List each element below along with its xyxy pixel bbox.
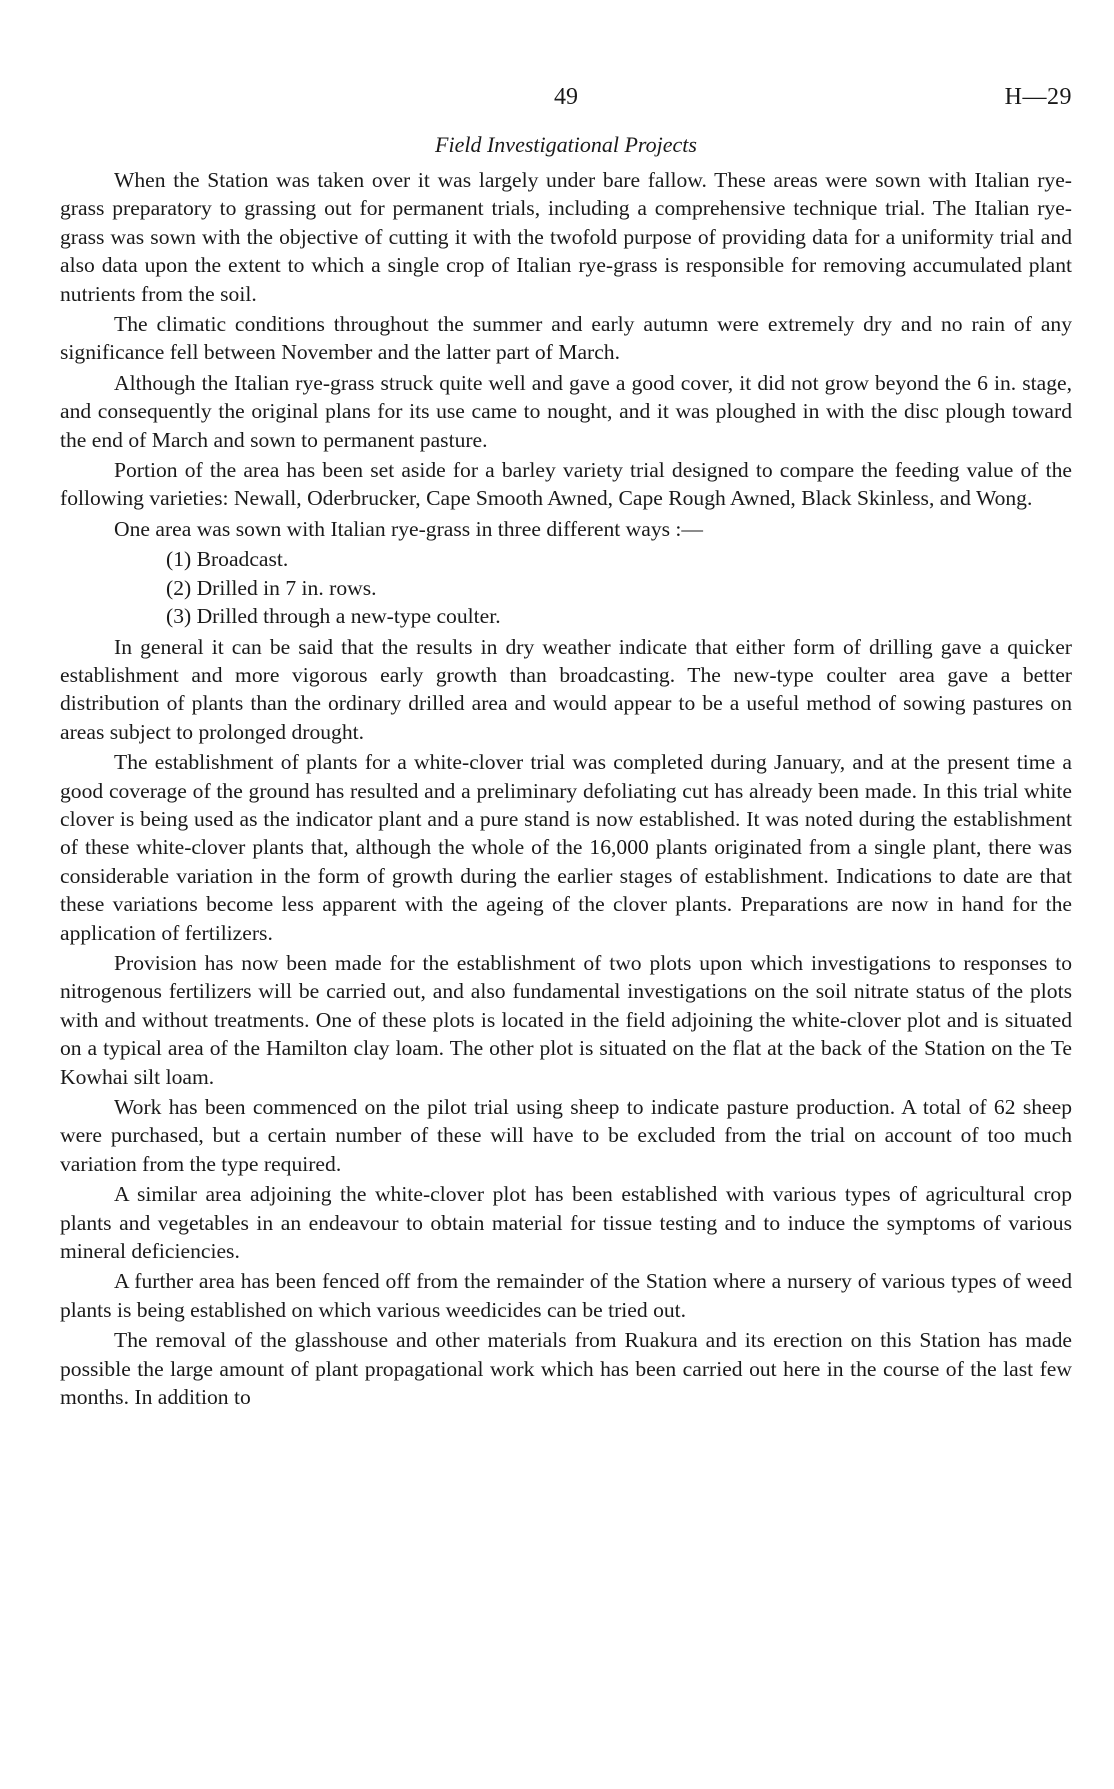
paragraph: Although the Italian rye-grass struck quite well and gave a good cover, it did not grow beyond the 6 in. stage, and consequently the original plans for its use came to nought, and it was ploughed in with the disc plough toward the end of March and sown to permanent pasture. xyxy=(60,370,1072,452)
paragraph: The climatic conditions throughout the summer and early autumn were extremely dry and no rain of any significance fell between November and the latter part of March. xyxy=(60,312,1072,365)
document-code: H—29 xyxy=(1004,84,1072,110)
paragraph: A further area has been fenced off from the remainder of the Station where a nursery of various types of weed plants is being established on which various weedicides can be tried out. xyxy=(60,1269,1072,1322)
list-item: (1) Broadcast. xyxy=(166,547,289,572)
paragraph: A similar area adjoining the white-clover plot has been established with various types of agricultural crop plants and vegetables in an endeavour to obtain material for tissue testing and to induce the symptoms of various mineral deficiencies. xyxy=(60,1182,1072,1264)
paragraph: One area was sown with Italian rye-grass in three different ways :— xyxy=(114,516,704,541)
page-number: 49 xyxy=(554,84,578,110)
sowing-methods-list xyxy=(60,545,1072,630)
paragraph: Portion of the area has been set aside for a barley variety trial designed to compare the feeding value of the following varieties: Newall, Oderbrucker, Cape Smooth Awned, Cape Rough Awned, Black Skinless, and Wong. xyxy=(60,458,1072,511)
paragraph: The establishment of plants for a white-clover trial was completed during January, and at the present time a good coverage of the ground has resulted and a preliminary defoliating cut has already been made. In this trial white clover is being used as the indicator plant and a pure stand is now established. It was noted during the establishment of these white-clover plants that, although the whole of the 16,000 plants originated from a single plant, there was considerable variation in the form of growth during the earlier stages of establishment. Indications to date are that these variations become less apparent with the ageing of the clover plants. Preparations are now in hand for the application of fertilizers. xyxy=(60,750,1072,945)
list-item: (3) Drilled through a new-type coulter. xyxy=(166,604,501,629)
document-page xyxy=(60,84,1072,1413)
page-header xyxy=(60,84,1072,120)
section-title: Field Investigational Projects xyxy=(435,132,697,157)
paragraph: When the Station was taken over it was largely under bare fallow. These areas were sown with Italian rye-grass preparatory to grassing out for permanent trials, including a comprehensive technique trial. The Italian rye-grass was sown with the objective of cutting it with the twofold purpose of providing data for a uniformity trial and also data upon the extent to which a single crop of Italian rye-grass is responsible for removing accumulated plant nutrients from the soil. xyxy=(60,168,1072,306)
paragraph: Work has been commenced on the pilot trial using sheep to indicate pasture production. A total of 62 sheep were purchased, but a certain number of these will have to be excluded from the trial on account of too much variation from the type required. xyxy=(60,1095,1072,1176)
paragraph: Provision has now been made for the establishment of two plots upon which investigations to responses to nitrogenous fertilizers will be carried out, and also fundamental investigations on the soil nitrate status of the plots with and without treatments. One of these plots is located in the field adjoining the white-clover plot and is situated on a typical area of the Hamilton clay loam. The other plot is situated on the flat at the back of the Station on the Te Kowhai silt loam. xyxy=(60,950,1072,1089)
list-item: (2) Drilled in 7 in. rows. xyxy=(166,575,377,600)
paragraph: In general it can be said that the results in dry weather indicate that either form of drilling gave a quicker establishment and more vigorous early growth than broadcasting. The new-type coulter area gave a better distribution of plants than the ordinary drilled area and would appear to be a useful method of sowing pastures on areas subject to prolonged drought. xyxy=(60,634,1072,744)
paragraph: The removal of the glasshouse and other materials from Ruakura and its erection on this Station has made possible the large amount of plant propagational work which has been carried out here in the course of the last few months. In addition to xyxy=(60,1328,1072,1410)
